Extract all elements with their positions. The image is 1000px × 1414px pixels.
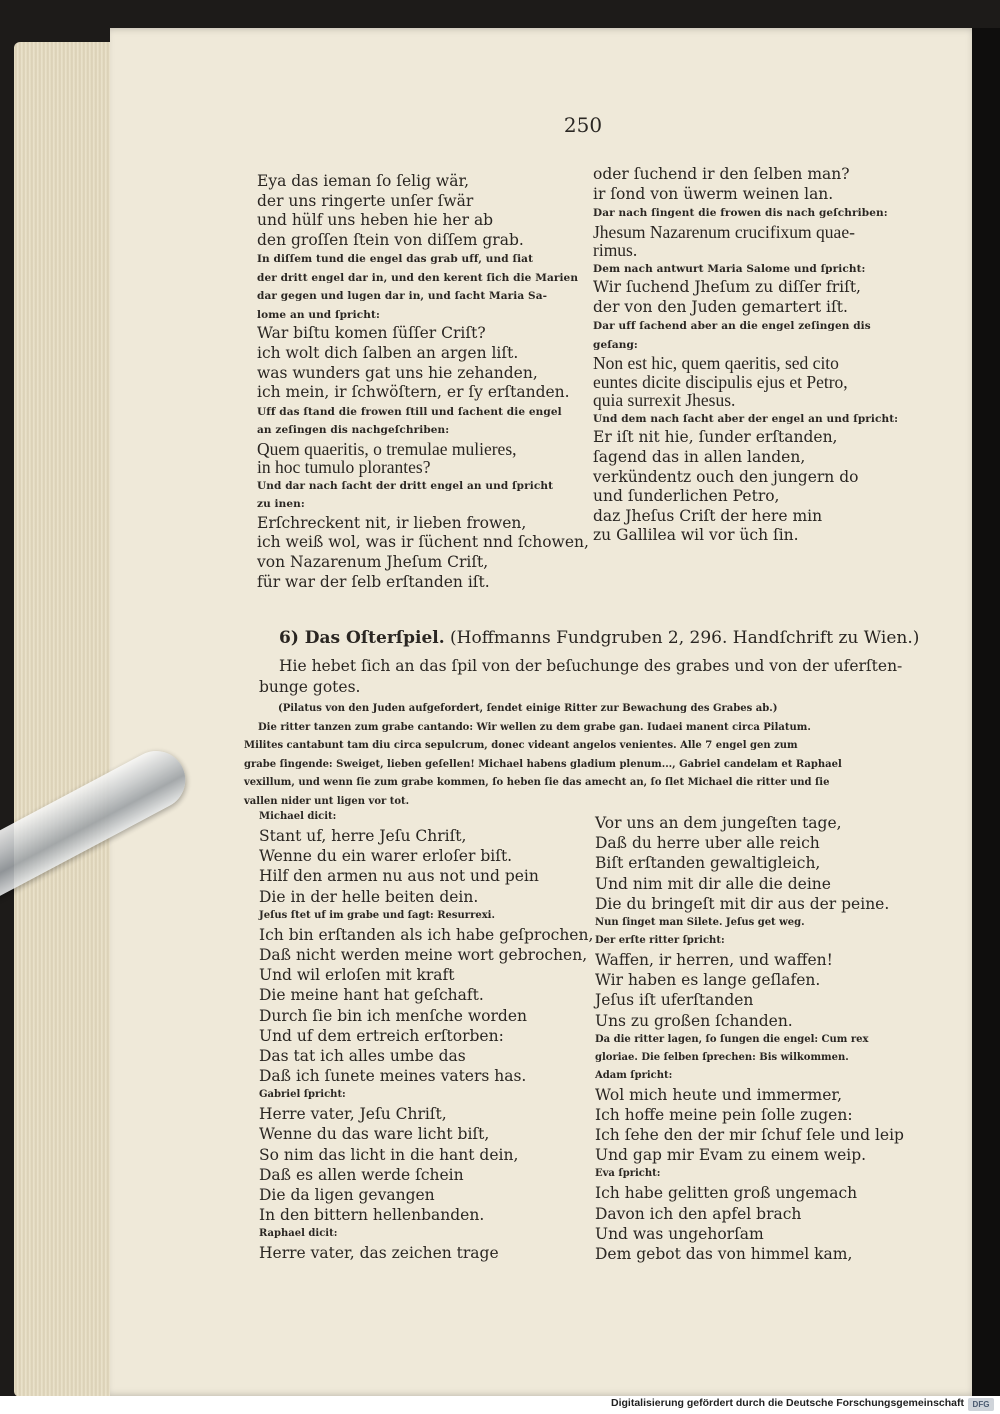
latin-line: Jhesum Nazarenum crucifixum quae- (593, 221, 855, 242)
verse-line: War biſtu komen ſüſſer Criſt? (257, 324, 486, 343)
verse-line: Daß nicht werden meine wort gebrochen, (259, 945, 588, 964)
verse-line: von Nazarenum Jheſum Criſt, (257, 552, 489, 571)
direction-line: Gabriel ſpricht: (259, 1089, 346, 1101)
verse-line: Wenne du das ware licht biſt, (259, 1125, 490, 1144)
section-heading-source: (Hoffmanns Fundgruben 2, 296. Handſchrift zu Wien.) (444, 628, 920, 648)
verse-line: So nim das licht in die hant dein, (259, 1145, 519, 1164)
verse-line: und hülf uns heben hie her ab (257, 211, 494, 230)
latin-line: rimus. (593, 240, 638, 261)
footer-credit: Digitalisierung gefördert durch die Deutsche Forschungsgemeinschaft (611, 1397, 964, 1409)
verse-line: Er iſt nit hie, ſunder erſtanden, (593, 428, 838, 447)
verse-line: Die du bringeſt mit dir aus der peine. (595, 894, 890, 913)
verse-line: was wunders gat uns hie zehanden, (257, 363, 538, 382)
verse-line: verkündentz ouch den jungern do (593, 467, 859, 486)
section-intro (259, 656, 909, 697)
verse-line: Die da ligen gevangen (259, 1186, 435, 1204)
verse-line: Biſt erſtanden gewaltigleich, (595, 854, 821, 873)
verse-line: Vor uns an dem jungeſten tage, (595, 814, 842, 832)
stage-direction-line: Milites cantabunt tam diu circa sepulcrum, donec videant angelos venientes. Alle 7 engel gen zum (244, 740, 798, 752)
verse-line: der von den Juden gemartert iſt. (593, 297, 848, 316)
verse-line: Herre vater, Jeſu Chriſt, (259, 1105, 447, 1124)
verse-line: ich wolt dich ſalben an argen liſt. (257, 343, 519, 362)
direction-line: Eva ſpricht: (595, 1168, 661, 1180)
verse-line: Jeſus iſt uferſtanden (595, 991, 754, 1010)
verse-line: Ich hoffe meine pein ſolle zugen: (595, 1105, 853, 1124)
verse-line: Das tat ich alles umbe das (259, 1046, 466, 1065)
page-gutter-shadow (972, 28, 1000, 1396)
verse-line: Erſchreckent nit, ir lieben frowen, (257, 513, 527, 532)
verse-line: Wenne du ein warer erloſer biſt. (259, 847, 513, 866)
direction-line: Da die ritter lagen, ſo ſungen die engel: Cum rex (595, 1033, 869, 1045)
upper-left-column (257, 172, 589, 592)
direction-line: lome an und ſpricht: (257, 308, 380, 321)
direction-line: Und dem nach ſacht aber der engel an und ſpricht: (593, 412, 899, 425)
verse-line: Dem gebot das von himmel kam, (595, 1245, 853, 1263)
verse-line: Stant uf, herre Jeſu Chriſt, (259, 827, 467, 845)
verse-line: Und uf dem ertreich erſtorben: (259, 1026, 504, 1045)
verse-line: Ich bin erſtanden als ich habe geſprochen, (259, 925, 594, 944)
direction-line: an zeſingen dis nachgeſchriben: (257, 424, 450, 437)
direction-line: Und dar nach ſacht der dritt engel an und ſpricht (257, 479, 554, 492)
verse-line: Durch ſie bin ich menſche worden (259, 1006, 527, 1025)
verse-line: den groſſen ſtein von diſſem grab. (257, 230, 524, 249)
verse-line: ſagend das in allen landen, (593, 447, 806, 466)
latin-line: euntes dicite discipulis ejus et Petro, (593, 371, 848, 392)
verse-line: Eya das ieman ſo ſelig wär, (257, 172, 470, 190)
verse-line: für war der ſelb erſtanden iſt. (257, 572, 490, 591)
direction-line: dar gegen und lugen dar in, und ſacht Maria Sa- (257, 290, 548, 303)
direction-line: zu inen: (257, 498, 305, 511)
direction-line: Dar uff ſachend aber an die engel zeſingen dis (593, 320, 871, 333)
section-heading (279, 628, 919, 648)
direction-line: gloriae. Die ſelben ſprechen: Bis wilkommen. (595, 1051, 849, 1063)
verse-line: Wir haben es lange geſlafen. (595, 971, 821, 990)
verse-line: Ich ſehe den der mir ſchuf ſele und leip (595, 1126, 904, 1145)
stage-direction-line: grabe ſingende: Sweiget, lieben geſellen! Michael habens gladium plenum..., Gabriel candelam et Raphael (244, 758, 842, 770)
verse-line: Wol mich heute und immermer, (595, 1085, 843, 1104)
page-number: 250 (563, 113, 603, 137)
direction-line: In diſſem tund die engel das grab uff, und ſiat (257, 253, 534, 266)
verse-line: daz Jheſus Criſt der here min (593, 506, 823, 525)
verse-line: Daß du herre uber alle reich (595, 834, 820, 853)
latin-line: quia surrexit Jhesus. (593, 390, 736, 411)
direction-line: Nun ſinget man Silete. Jeſus get weg. (595, 916, 805, 928)
verse-line: Und nim mit dir alle die deine (595, 874, 831, 893)
verse-line: ir ſond von üwerm weinen lan. (593, 184, 834, 203)
verse-line: Und was ungehorſam (595, 1224, 764, 1243)
verse-line: Ich habe gelitten groß ungemach (595, 1184, 858, 1203)
verse-line: Uns zu großen ſchanden. (595, 1011, 793, 1030)
verse-line: oder ſuchend ir den ſelben man? (593, 165, 850, 183)
verse-line: ich mein, ir ſchwöſtern, er ſy erſtanden. (257, 383, 570, 402)
verse-line: Davon ich den apfel brach (595, 1204, 802, 1223)
verse-line: Hilf den armen nu aus not und pein (259, 867, 539, 886)
verse-line: der uns ringerte unſer ſwär (257, 191, 474, 210)
verse-line: Herre vater, das zeichen trage (259, 1244, 499, 1263)
intro-line: bunge gotes. (259, 678, 361, 696)
verse-line: Waffen, ir herren, und waffen! (595, 950, 833, 969)
intro-line: Hie hebet ſich an das ſpil von der beſuchunge des grabes und von der uferſten- (279, 657, 903, 675)
verse-line: Die meine hant hat geſchaft. (259, 986, 484, 1005)
latin-line: Quem quaeritis, o tremulae mulieres, (257, 438, 517, 459)
stage-direction-line: vallen nider unt ligen vor tot. (244, 795, 410, 807)
section-heading-title: 6) Das Oſterſpiel. (279, 628, 445, 648)
stage-direction-line: vexillum, und wenn ſie zum grabe kommen, ſo heben ſie das amecht an, ſo ſlet Michael die ritter und ſie (244, 777, 830, 789)
direction-line: Raphael dicit: (259, 1228, 338, 1240)
verse-line: In den bittern hellenbanden. (259, 1206, 485, 1225)
verse-line: Wir ſuchend Jheſum zu diſſer friſt, (593, 278, 861, 297)
verse-line: und ſunderlichen Petro, (593, 487, 780, 506)
direction-line: Dar nach ſingent die frowen dis nach geſchriben: (593, 207, 888, 220)
stage-direction-line: Die ritter tanzen zum grabe cantando: Wir wellen zu dem grabe gan. Iudaei manent circa Pilatum. (258, 721, 811, 733)
direction-line: geſang: (593, 338, 638, 351)
latin-line: Non est hic, quem qaeritis, sed cito (593, 353, 839, 374)
stage-directions (244, 700, 909, 812)
direction-line: Michael dicit: (259, 811, 337, 822)
verse-line: Daß es allen werde ſchein (259, 1165, 464, 1184)
verse-line: Und gap mir Evam zu einem weip. (595, 1146, 867, 1165)
verse-line: Daß ich ſunete meines vaters has. (259, 1067, 527, 1086)
stage-direction-line: (Pilatus von den Juden aufgefordert, ſendet einige Ritter zur Bewachung des Grabes ab.) (278, 703, 778, 714)
lower-left-column (259, 808, 594, 1264)
verse-line: Und wil erloſen mit kraft (259, 966, 455, 985)
direction-line: Jeſus ſtet uf im grabe und ſagt: Resurrexi. (259, 909, 495, 921)
direction-line: Uff das ſtand die frowen ſtill und ſachent die engel (257, 405, 562, 418)
direction-line: Dem nach antwurt Maria Salome und ſpricht: (593, 262, 866, 275)
direction-line: Adam ſpricht: (595, 1069, 673, 1081)
verse-line: zu Gallilea wil vor üch ſin. (593, 526, 799, 545)
verse-line: ich weiß wol, was ir ſüchent nnd ſchowen, (257, 533, 589, 552)
upper-right-column (593, 165, 923, 546)
dfg-logo-icon: DFG (968, 1398, 994, 1411)
direction-line: der dritt engel dar in, und den kerent ſich die Marien (257, 271, 579, 284)
latin-line: in hoc tumulo plorantes? (257, 457, 431, 478)
verse-line: Die in der helle beiten dein. (259, 887, 479, 906)
lower-right-column (595, 813, 925, 1264)
direction-line: Der erſte ritter ſpricht: (595, 934, 725, 946)
